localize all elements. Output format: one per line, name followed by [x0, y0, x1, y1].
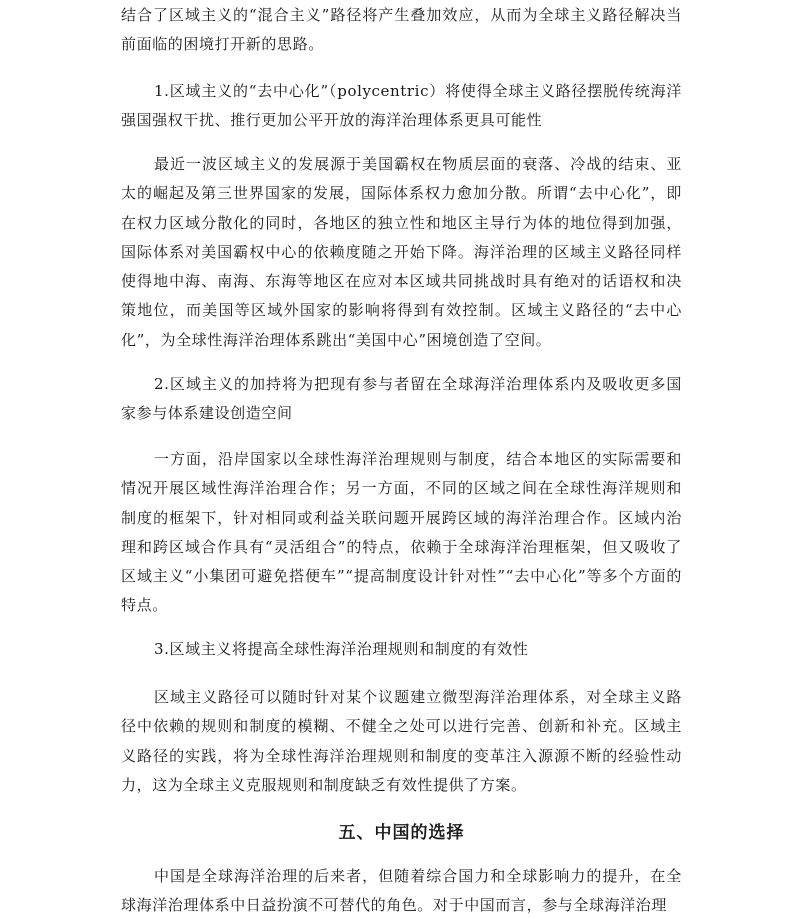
subheading-point-2: 2.区域主义的加持将为把现有参与者留在全球海洋治理体系内及吸收更多国家参与体系建设创造空间 [121, 375, 682, 423]
document-page [121, 0, 682, 919]
paragraph-point-1-body: 最近一波区域主义的发展源于美国霸权在物质层面的衰落、冷战的结束、亚太的崛起及第三世界国家的发展，国际体系权力愈加分散。所谓“去中心化”，即在权力区域分散化的同时，各地区的独立性和地区主导行为体的地位得到加强，国际体系对美国霸权中心的依赖度随之开始下降。海洋治理的区域主义路径同样使得地中海、南海、东海等地区在应对本区域共同挑战时具有绝对的话语权和决策地位，而美国等区域外国家的影响将得到有效控制。区域主义路径的“去中心化”，为全球性海洋治理体系跳出“美国中心”困境创造了空间。 [121, 155, 682, 349]
subheading-point-3: 3.区域主义将提高全球性海洋治理规则和制度的有效性 [154, 640, 529, 658]
paragraph-intro-continuation: 结合了区域主义的“混合主义”路径将产生叠加效应，从而为全球主义路径解决当前面临的困境打开新的思路。 [121, 6, 682, 54]
section-heading: 五、中国的选择 [338, 823, 465, 843]
paragraph-point-3-body: 区域主义路径可以随时针对某个议题建立微型海洋治理体系，对全球主义路径中依赖的规则和制度的模糊、不健全之处可以进行完善、创新和补充。区域主义路径的实践，将为全球性海洋治理规则和制度的变革注入源源不断的经验性动力，这为全球主义克服规则和制度缺乏有效性提供了方案。 [121, 688, 682, 794]
paragraph-section-5-body: 中国是全球海洋治理的后来者，但随着综合国力和全球影响力的提升，在全球海洋治理体系中日益扮演不可替代的角色。对于中国而言，参与全球海洋治理 [121, 867, 682, 915]
paragraph-point-2-body: 一方面，沿岸国家以全球性海洋治理规则与制度，结合本地区的实际需要和情况开展区域性海洋治理合作；另一方面，不同的区域之间在全球性海洋规则和制度的框架下，针对相同或利益关联问题开展跨区域的海洋治理合作。区域内治理和跨区域合作具有“灵活组合”的特点，依赖于全球海洋治理框架，但又吸收了区域主义“小集团可避免搭便车”“提高制度设计针对性”“去中心化”等多个方面的特点。 [121, 450, 682, 615]
subheading-point-1: 1.区域主义的“去中心化”（polycentric）将使得全球主义路径摆脱传统海洋强国强权干扰、推行更加公平开放的海洋治理体系更具可能性 [121, 82, 682, 130]
